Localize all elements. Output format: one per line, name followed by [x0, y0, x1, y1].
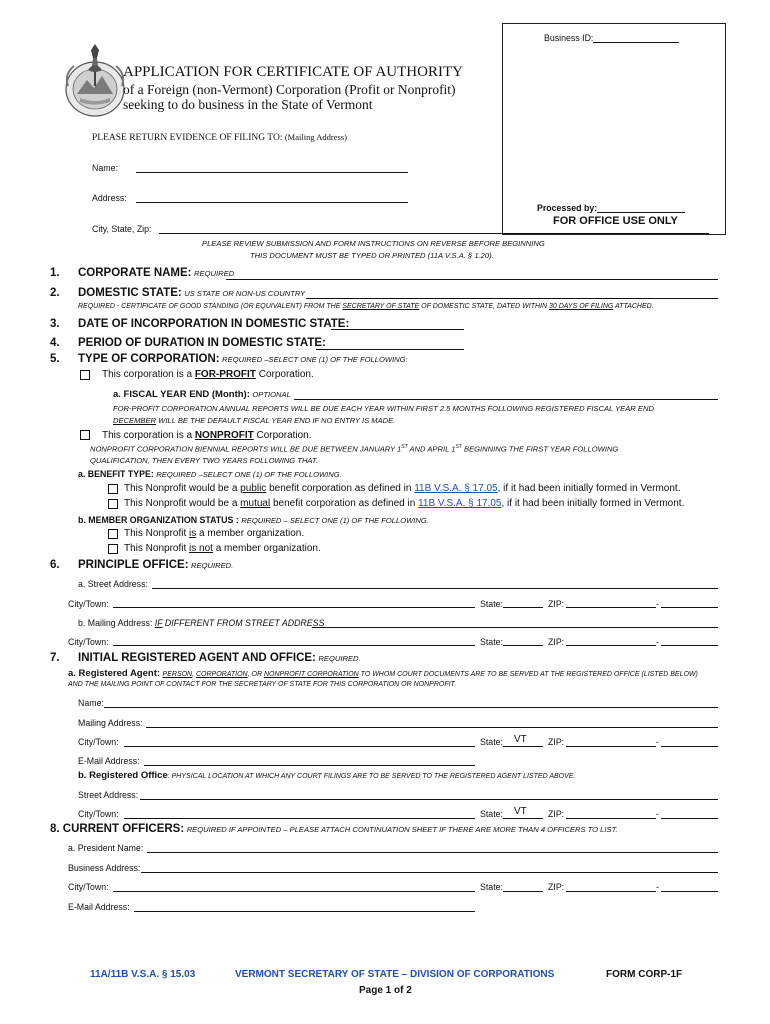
return-city-label: City, State, Zip: — [92, 224, 152, 234]
principal-zip4-field[interactable] — [661, 607, 718, 608]
processed-by-label: Processed by: — [537, 203, 598, 213]
fiscal-year-label: a. FISCAL YEAR END (Month): — [113, 389, 250, 400]
fiscal-year-field[interactable] — [294, 399, 718, 400]
agent-state-label: State: — [480, 737, 503, 747]
business-id-label: Business ID: — [544, 33, 594, 43]
registered-agent-label: a. Registered Agent: — [68, 668, 161, 679]
agent-email-label: E-Mail Address: — [78, 756, 140, 766]
agent-name-field[interactable] — [104, 707, 718, 708]
benefit-type-note: REQUIRED –SELECT ONE (1) OF THE FOLLOWING. — [156, 470, 342, 479]
nonprofit-option: This corporation is a NONPROFIT Corporation. — [102, 430, 312, 441]
return-label: PLEASE RETURN EVIDENCE OF FILING TO: — [92, 133, 283, 143]
principal-street-label: a. Street Address: — [78, 579, 148, 589]
principal-mailing-field[interactable] — [312, 627, 718, 628]
president-name-label: a. President Name: — [68, 843, 144, 853]
president-state-field[interactable] — [503, 891, 543, 892]
return-address-field[interactable] — [136, 202, 408, 203]
incorporation-date-heading: DATE OF INCORPORATION IN DOMESTIC STATE: — [78, 318, 350, 330]
office-state-value: VT — [514, 806, 527, 817]
office-zip-dash: - — [656, 809, 659, 819]
vermont-seal-icon — [60, 44, 130, 120]
agent-name-label: Name: — [78, 698, 104, 708]
section-7-number: 7. — [50, 652, 60, 664]
principal-mail-zip-field[interactable] — [566, 645, 656, 646]
section-2-number: 2. — [50, 287, 60, 299]
president-zip-dash: - — [656, 882, 659, 892]
public-benefit-checkbox[interactable] — [108, 484, 118, 494]
benefit-type-label: a. BENEFIT TYPE: — [78, 469, 154, 479]
principal-mail-zip-label: ZIP: — [548, 637, 565, 647]
agent-zip-label: ZIP: — [548, 737, 565, 747]
principal-mail-state-label: State: — [480, 637, 503, 647]
president-zip-label: ZIP: — [548, 882, 565, 892]
principal-city-field[interactable] — [113, 607, 475, 608]
seal-graphic — [66, 44, 124, 116]
principal-mail-zip-dash: - — [656, 637, 659, 647]
officers-heading: 8. CURRENT OFFICERS: — [50, 823, 185, 835]
president-address-field[interactable] — [141, 872, 718, 873]
public-benefit-option: This Nonprofit would be a public benefit corporation as defined in 11B V.S.A. § 17.05, if it had been initially formed in Vermont. — [124, 483, 681, 494]
return-name-label: Name: — [92, 163, 118, 173]
nonprofit-checkbox[interactable] — [80, 430, 90, 440]
not-member-org-checkbox[interactable] — [108, 544, 118, 554]
footer-statute: 11A/11B V.S.A. § 15.03 — [90, 969, 196, 980]
office-city-label: City/Town: — [78, 809, 119, 819]
registered-agent-description: PERSON, CORPORATION, OR NONPROFIT CORPORATION TO WHOM COURT DOCUMENTS ARE TO BE SERVED AT THE REGISTERED OFFICE (LISTED BELOW) — [162, 671, 698, 678]
principal-mail-state-field[interactable] — [503, 645, 543, 646]
office-state-label: State: — [480, 809, 503, 819]
president-state-label: State: — [480, 882, 503, 892]
corporation-type-heading: TYPE OF CORPORATION: — [78, 353, 220, 365]
registered-office-label: b. Registered Office — [78, 770, 168, 781]
corporate-name-heading: CORPORATE NAME: — [78, 267, 192, 279]
mutual-benefit-statute-link[interactable]: 11B V.S.A. § 17.05 — [418, 498, 502, 509]
for-profit-report-note-2: DECEMBER WILL BE THE DEFAULT FISCAL YEAR END IF NO ENTRY IS MADE. — [113, 416, 396, 425]
domestic-state-field[interactable] — [306, 298, 718, 299]
for-profit-report-note-1: FOR-PROFIT CORPORATION ANNUAL REPORTS WILL BE DUE EACH YEAR WITHIN FIRST 2.5 MONTHS FOLLOWING REGISTERED FISCAL YEAR END — [113, 404, 654, 413]
principal-zip-dash: - — [656, 599, 659, 609]
office-zip4-field[interactable] — [661, 818, 718, 819]
business-id-field[interactable] — [593, 42, 679, 43]
fiscal-year-note: OPTIONAL — [252, 390, 291, 399]
agent-zip4-field[interactable] — [661, 746, 718, 747]
good-standing-requirement: REQUIRED - CERTIFICATE OF GOOD STANDING (OR EQUIVALENT) FROM THE SECRETARY OF STATE OF DOMESTIC STATE, DATED WITHIN 30 DAYS OF FILING ATTACHED. — [78, 303, 654, 310]
agent-mailing-label: Mailing Address: — [78, 718, 143, 728]
incorporation-date-field[interactable] — [331, 329, 464, 330]
section-6-number: 6. — [50, 559, 60, 571]
corporate-name-note: REQUIRED — [194, 269, 235, 278]
return-name-field[interactable] — [136, 172, 408, 173]
review-instructions-1: PLEASE REVIEW SUBMISSION AND FORM INSTRUCTIONS ON REVERSE BEFORE BEGINNING — [202, 239, 545, 248]
agent-state-field[interactable] — [503, 746, 543, 747]
principal-city-label: City/Town: — [68, 599, 109, 609]
form-subtitle-1: of a Foreign (non-Vermont) Corporation (Profit or Nonprofit) — [123, 82, 456, 97]
agent-zip-field[interactable] — [566, 746, 656, 747]
return-city-field[interactable] — [159, 233, 408, 234]
processed-by-field[interactable] — [597, 212, 685, 213]
office-state-field[interactable] — [503, 818, 543, 819]
nonprofit-report-note-2: QUALIFICATION, THEN EVERY TWO YEARS FOLLOWING THAT. — [90, 456, 318, 465]
member-status-label: b. MEMBER ORGANIZATION STATUS : — [78, 515, 239, 525]
not-member-org-option: This Nonprofit is not a member organization. — [124, 543, 321, 554]
member-org-option: This Nonprofit is a member organization. — [124, 528, 305, 539]
nonprofit-report-note-1: NONPROFIT CORPORATION BIENNIAL REPORTS WILL BE DUE BETWEEN JANUARY 1ST AND APRIL 1ST BEGINNING THE FIRST YEAR FOLLOWING — [90, 444, 619, 454]
agent-state-value: VT — [514, 734, 527, 745]
registered-agent-note: REQUIRED. — [318, 654, 361, 663]
return-note: (Mailing Address) — [284, 132, 347, 142]
form-subtitle-2: seeking to do business in the State of Vermont — [123, 97, 373, 112]
principal-zip-label: ZIP: — [548, 599, 565, 609]
president-zip4-field[interactable] — [661, 891, 718, 892]
member-org-checkbox[interactable] — [108, 529, 118, 539]
duration-field[interactable] — [316, 349, 464, 350]
section-3-number: 3. — [50, 318, 60, 330]
president-city-label: City/Town: — [68, 882, 109, 892]
agent-city-label: City/Town: — [78, 737, 119, 747]
member-status-note: REQUIRED – SELECT ONE (1) OF THE FOLLOWING. — [241, 516, 429, 525]
for-profit-option: This corporation is a FOR-PROFIT Corporation. — [102, 369, 314, 380]
president-name-field[interactable] — [147, 852, 718, 853]
for-profit-checkbox[interactable] — [80, 370, 90, 380]
agent-mailing-field[interactable] — [146, 727, 718, 728]
mutual-benefit-checkbox[interactable] — [108, 499, 118, 509]
president-zip-field[interactable] — [566, 891, 656, 892]
footer-page-number: Page 1 of 2 — [359, 985, 412, 996]
corporation-type-note: REQUIRED –SELECT ONE (1) OF THE FOLLOWING: — [222, 355, 408, 364]
domestic-state-heading: DOMESTIC STATE: — [78, 287, 182, 299]
principal-office-note: REQUIRED. — [191, 561, 234, 570]
registered-agent-heading: INITIAL REGISTERED AGENT AND OFFICE: — [78, 652, 316, 664]
office-street-label: Street Address: — [78, 790, 139, 800]
office-use-box — [502, 23, 726, 235]
office-street-field[interactable] — [140, 799, 718, 800]
principal-mail-city-field[interactable] — [113, 645, 475, 646]
review-instructions-2: THIS DOCUMENT MUST BE TYPED OR PRINTED (11A V.S.A. § 1.20). — [250, 251, 494, 260]
president-address-label: Business Address: — [68, 863, 141, 873]
principal-office-heading: PRINCIPLE OFFICE: — [78, 559, 189, 571]
duration-heading: PERIOD OF DURATION IN DOMESTIC STATE: — [78, 337, 326, 349]
header-separator-line — [408, 233, 709, 234]
principal-street-field[interactable] — [152, 588, 718, 589]
section-4-number: 4. — [50, 337, 60, 349]
office-city-field[interactable] — [124, 818, 475, 819]
principal-state-field[interactable] — [503, 607, 543, 608]
officers-note: REQUIRED IF APPOINTED – PLEASE ATTACH CONTINUATION SHEET IF THERE ARE MORE THAN 4 OFFICERS TO LIST. — [186, 825, 618, 834]
domestic-state-note: US STATE OR NON-US COUNTRY — [184, 289, 306, 298]
principal-mail-zip4-field[interactable] — [661, 645, 718, 646]
principal-mailing-label: b. Mailing Address: IF DIFFERENT FROM STREET ADDRESS — [78, 618, 325, 628]
return-address-label: Address: — [92, 193, 127, 203]
agent-city-field[interactable] — [124, 746, 475, 747]
office-zip-label: ZIP: — [548, 809, 565, 819]
agent-zip-dash: - — [656, 737, 659, 747]
form-title: APPLICATION FOR CERTIFICATE OF AUTHORITY — [123, 64, 463, 80]
section-1-number: 1. — [50, 267, 60, 279]
principal-mail-city-label: City/Town: — [68, 637, 109, 647]
section-5-number: 5. — [50, 353, 60, 365]
office-zip-field[interactable] — [566, 818, 656, 819]
president-city-field[interactable] — [113, 891, 475, 892]
agent-email-field[interactable] — [144, 765, 475, 766]
registered-office-note: : PHYSICAL LOCATION AT WHICH ANY COURT FILINGS ARE TO BE SERVED TO THE REGISTERED AGENT LISTED ABOVE. — [167, 773, 576, 780]
corporate-name-field[interactable] — [226, 279, 718, 280]
principal-state-label: State: — [480, 599, 503, 609]
public-benefit-statute-link[interactable]: 11B V.S.A. § 17.05 — [414, 483, 498, 494]
footer-agency: VERMONT SECRETARY OF STATE – DIVISION OF CORPORATIONS — [235, 969, 555, 980]
office-use-only-label: FOR OFFICE USE ONLY — [553, 215, 678, 227]
footer-form-id: FORM CORP-1F — [606, 969, 683, 980]
registered-agent-description-2: AND THE MAILING POINT OF CONTACT FOR THE SECRETARY OF STATE FOR THIS CORPORATION OR NONPROFIT. — [68, 681, 457, 688]
principal-zip-field[interactable] — [566, 607, 656, 608]
mutual-benefit-option: This Nonprofit would be a mutual benefit corporation as defined in 11B V.S.A. § 17.05, if it had been initially formed in Vermont. — [124, 498, 685, 509]
president-email-field[interactable] — [134, 911, 475, 912]
president-email-label: E-Mail Address: — [68, 902, 130, 912]
